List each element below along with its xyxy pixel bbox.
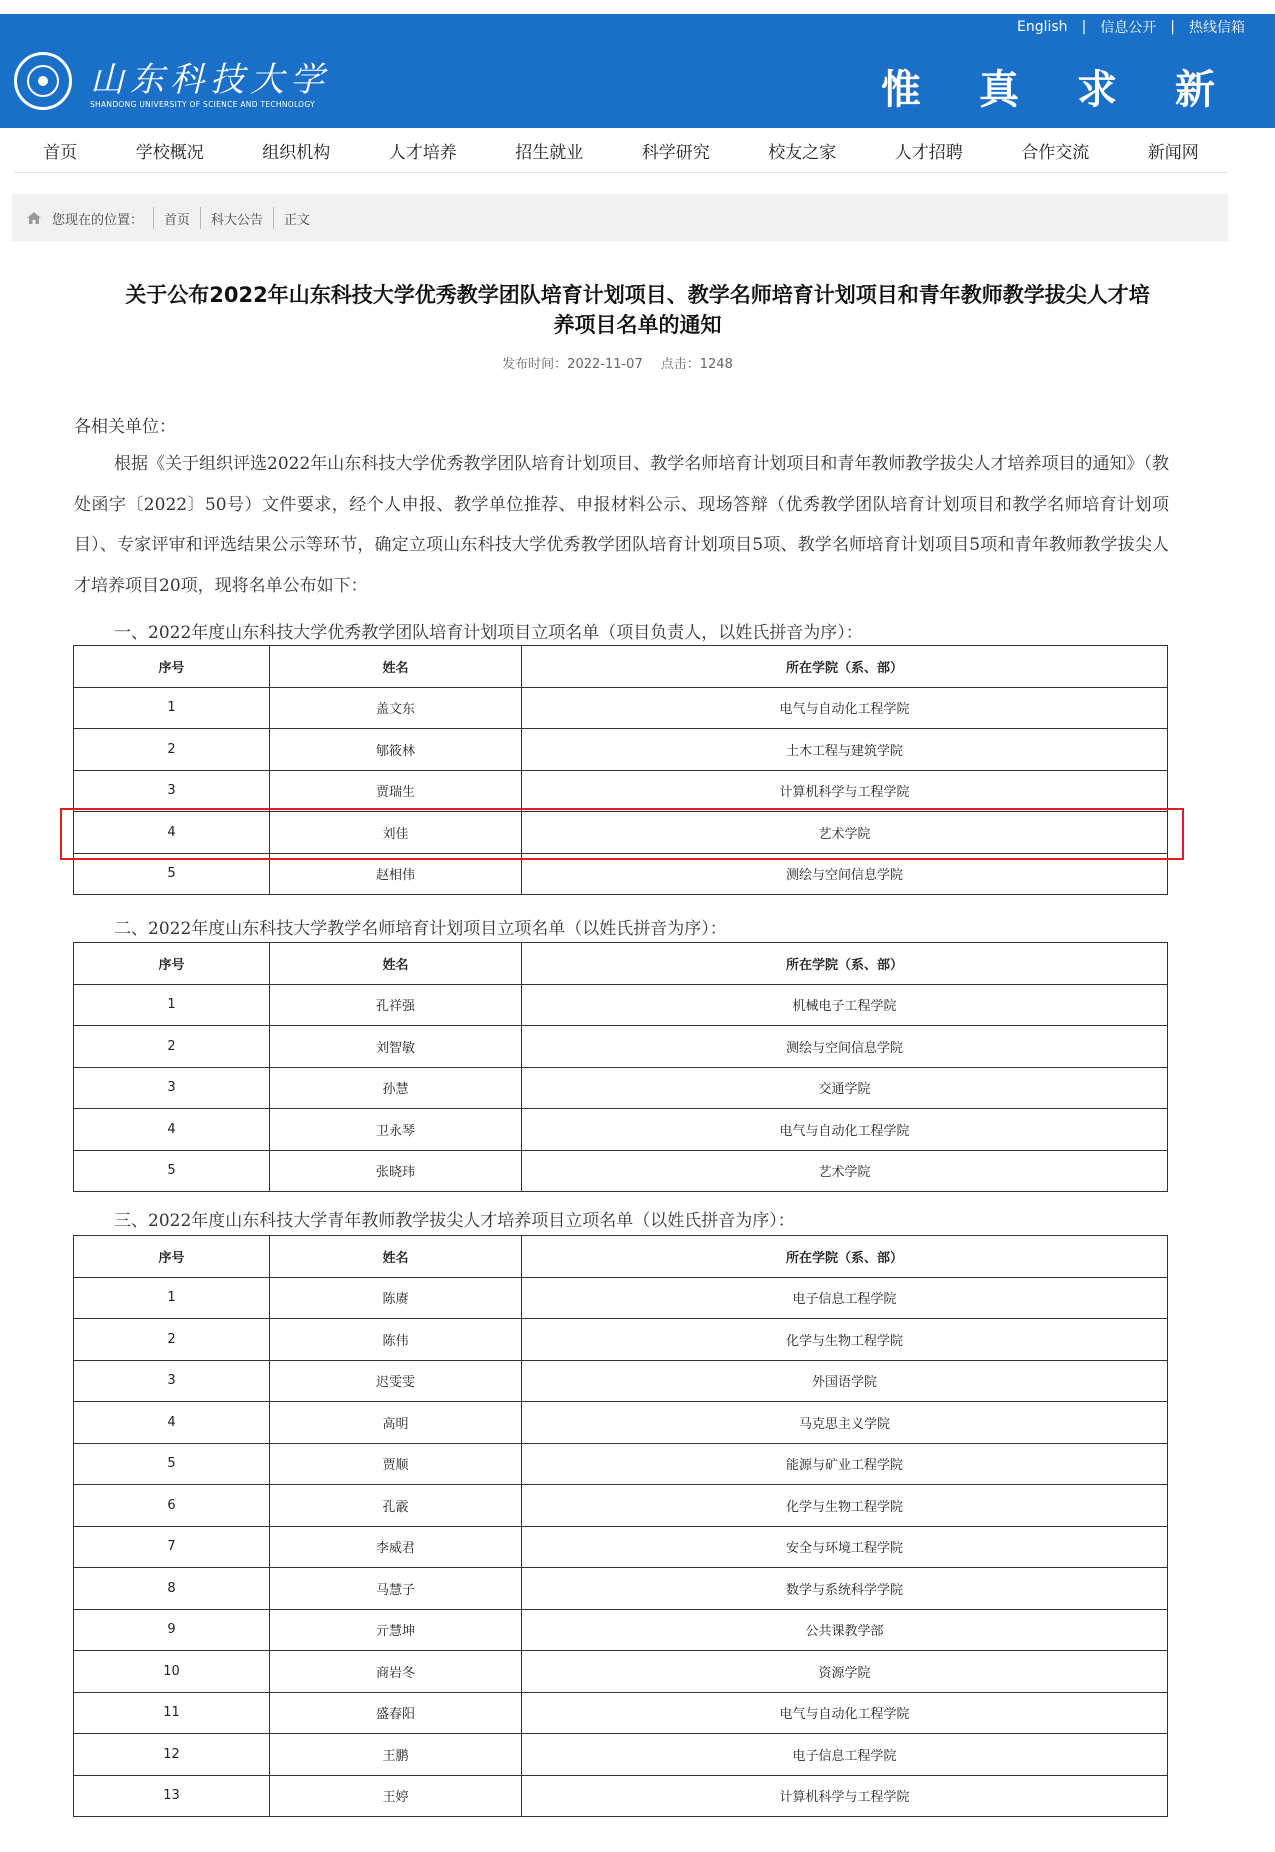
english-link[interactable]: English <box>1017 19 1068 35</box>
college-name: 电气与自动化工程学院 <box>522 1692 1168 1734</box>
college-name: 计算机科学与工程学院 <box>522 770 1168 812</box>
breadcrumb-notices-link[interactable]: 科大公告 <box>211 212 264 228</box>
person-name: 孙慧 <box>270 1067 522 1109</box>
header-no: 序号 <box>74 646 270 688</box>
person-name: 商岩冬 <box>270 1651 522 1693</box>
divider: | <box>1081 19 1087 35</box>
clicks-label: 点击： <box>660 357 700 372</box>
article-meta <box>0 353 1235 372</box>
college-name: 电子信息工程学院 <box>522 1277 1168 1319</box>
table-row <box>74 770 1168 812</box>
college-name: 资源学院 <box>522 1651 1168 1693</box>
college-name: 化学与生物工程学院 <box>522 1485 1168 1527</box>
table-row <box>74 1568 1168 1610</box>
table-row <box>74 1026 1168 1068</box>
table-row <box>74 1734 1168 1776</box>
college-name: 能源与矿业工程学院 <box>522 1443 1168 1485</box>
info-disclosure-link[interactable]: 信息公开 <box>1100 20 1157 36</box>
row-number: 5 <box>74 853 270 895</box>
row-number: 5 <box>74 1150 270 1192</box>
nav-item-alumni[interactable]: 校友之家 <box>768 142 837 163</box>
person-name: 刘佳 <box>270 812 522 854</box>
row-number: 1 <box>74 1277 270 1319</box>
person-name: 迟雯雯 <box>270 1360 522 1402</box>
header-college: 所在学院（系、部） <box>522 1236 1168 1278</box>
row-number: 4 <box>74 1109 270 1151</box>
college-name: 计算机科学与工程学院 <box>522 1775 1168 1817</box>
divider <box>153 207 154 229</box>
person-name: 李威君 <box>270 1526 522 1568</box>
nav-item-research[interactable]: 科学研究 <box>641 142 710 163</box>
college-name: 安全与环境工程学院 <box>522 1526 1168 1568</box>
salutation: 各相关单位： <box>74 417 176 437</box>
table-row <box>74 1692 1168 1734</box>
college-name: 数学与系统科学学院 <box>522 1568 1168 1610</box>
nav-item-cooperation[interactable]: 合作交流 <box>1021 142 1090 163</box>
nav-item-news[interactable]: 新闻网 <box>1147 142 1199 163</box>
row-number: 11 <box>74 1692 270 1734</box>
nav-item-recruitment[interactable]: 人才招聘 <box>894 142 963 163</box>
row-number: 1 <box>74 687 270 729</box>
header-college: 所在学院（系、部） <box>522 943 1168 985</box>
row-number: 7 <box>74 1526 270 1568</box>
table-header-row <box>74 646 1168 688</box>
publish-date: 2022-11-07 <box>567 357 643 372</box>
person-name: 盖文东 <box>270 687 522 729</box>
person-name: 赵相伟 <box>270 853 522 895</box>
row-number: 9 <box>74 1609 270 1651</box>
college-name: 公共课教学部 <box>522 1609 1168 1651</box>
college-name: 艺术学院 <box>522 1150 1168 1192</box>
table-row <box>74 1067 1168 1109</box>
site-header <box>0 40 1275 128</box>
intro-paragraph: 根据《关于组织评选2022年山东科技大学优秀教学团队培育计划项目、教学名师培育计划项目和青年教师教学拔尖人才培养项目的通知》（教处函字〔2022〕50号）文件要求，经个人申报、教学单位推荐、申报材料公示、现场答辩（优秀教学团队培育计划项目和教学名师培育计划项目）、专家评审和评选结果公示等环节，确定立项山东科技大学优秀教学团队培育计划项目5项、教学名师培育计划项目5项和青年教师教学拔尖人才培养项目20项，现将名单公布如下： <box>74 454 1169 596</box>
university-logo-icon[interactable] <box>14 52 72 110</box>
table-row <box>74 729 1168 771</box>
table-row <box>74 1277 1168 1319</box>
header-no: 序号 <box>74 1236 270 1278</box>
person-name: 张晓玮 <box>270 1150 522 1192</box>
person-name: 卫永琴 <box>270 1109 522 1151</box>
motto-char: 真 <box>979 66 1019 113</box>
table-row <box>74 1150 1168 1192</box>
row-number: 6 <box>74 1485 270 1527</box>
nav-item-education[interactable]: 人才培养 <box>388 142 457 163</box>
section-heading: 二、2022年度山东科技大学教学名师培育计划项目立项名单（以姓氏拼音为序）： <box>114 919 727 939</box>
person-name: 贾顺 <box>270 1443 522 1485</box>
row-number: 3 <box>74 1360 270 1402</box>
college-name: 机械电子工程学院 <box>522 984 1168 1026</box>
college-name: 艺术学院 <box>522 812 1168 854</box>
row-number: 2 <box>74 1026 270 1068</box>
header-college: 所在学院（系、部） <box>522 646 1168 688</box>
row-number: 5 <box>74 1443 270 1485</box>
person-name: 马慧子 <box>270 1568 522 1610</box>
young-teacher-table <box>73 1235 1168 1817</box>
breadcrumb-current: 正文 <box>284 212 311 228</box>
section-heading: 三、2022年度山东科技大学青年教师教学拔尖人才培养项目立项名单（以姓氏拼音为序）： <box>114 1211 795 1231</box>
college-name: 电子信息工程学院 <box>522 1734 1168 1776</box>
row-number: 13 <box>74 1775 270 1817</box>
college-name: 测绘与空间信息学院 <box>522 1026 1168 1068</box>
person-name: 郇筱林 <box>270 729 522 771</box>
college-name: 土木工程与建筑学院 <box>522 729 1168 771</box>
article-title <box>70 280 1205 340</box>
highlight-box <box>60 808 1184 860</box>
publish-label: 发布时间： <box>502 357 568 372</box>
school-motto <box>881 58 1215 115</box>
table-row <box>74 687 1168 729</box>
header-name: 姓名 <box>270 1236 522 1278</box>
table-row <box>74 1609 1168 1651</box>
table-header-row <box>74 1236 1168 1278</box>
header-no: 序号 <box>74 943 270 985</box>
row-number: 1 <box>74 984 270 1026</box>
row-number: 10 <box>74 1651 270 1693</box>
nav-item-home[interactable]: 首页 <box>43 142 78 163</box>
table-row <box>74 1526 1168 1568</box>
person-name: 亓慧坤 <box>270 1609 522 1651</box>
college-name: 测绘与空间信息学院 <box>522 853 1168 895</box>
person-name: 孔霰 <box>270 1485 522 1527</box>
breadcrumb-home-link[interactable]: 首页 <box>164 212 191 228</box>
table-row <box>74 984 1168 1026</box>
table-row <box>74 1443 1168 1485</box>
person-name: 王鹏 <box>270 1734 522 1776</box>
section-heading: 一、2022年度山东科技大学优秀教学团队培育计划项目立项名单（项目负责人，以姓氏拼音为序）： <box>114 623 863 643</box>
home-icon <box>26 211 42 225</box>
person-name: 贾瑞生 <box>270 770 522 812</box>
person-name: 盛春阳 <box>270 1692 522 1734</box>
college-name: 电气与自动化工程学院 <box>522 687 1168 729</box>
table-row <box>74 1402 1168 1444</box>
table-row <box>74 1775 1168 1817</box>
row-number: 3 <box>74 770 270 812</box>
divider <box>200 207 201 229</box>
site-subtitle: SHANDONG UNIVERSITY OF SCIENCE AND TECHNOLOGY <box>90 100 316 109</box>
header-name: 姓名 <box>270 943 522 985</box>
divider <box>273 207 274 229</box>
row-number: 12 <box>74 1734 270 1776</box>
motto-char: 求 <box>1077 66 1117 113</box>
row-number: 3 <box>74 1067 270 1109</box>
article-title-line: 养项目名单的通知 <box>553 313 722 337</box>
table-row <box>74 1360 1168 1402</box>
person-name: 陈伟 <box>270 1319 522 1361</box>
breadcrumb-label: 您现在的位置： <box>52 212 144 228</box>
motto-char: 新 <box>1175 66 1215 113</box>
row-number: 2 <box>74 1319 270 1361</box>
teaching-master-table <box>73 942 1168 1192</box>
table-row <box>74 1651 1168 1693</box>
header-name: 姓名 <box>270 646 522 688</box>
nav-item-organization[interactable]: 组织机构 <box>262 142 331 163</box>
table-row <box>74 1319 1168 1361</box>
table-header-row <box>74 943 1168 985</box>
person-name: 王婷 <box>270 1775 522 1817</box>
college-name: 化学与生物工程学院 <box>522 1319 1168 1361</box>
article-title-line: 关于公布2022年山东科技大学优秀教学团队培育计划项目、教学名师培育计划项目和青年教师教学拔尖人才培 <box>125 283 1150 307</box>
row-number: 4 <box>74 1402 270 1444</box>
table-row <box>74 1485 1168 1527</box>
breadcrumb <box>12 194 1228 242</box>
top-utility-bar <box>0 14 1275 40</box>
click-count: 1248 <box>699 357 733 372</box>
person-name: 刘智敏 <box>270 1026 522 1068</box>
site-name[interactable]: 山东科技大学 <box>90 60 330 100</box>
row-number: 2 <box>74 729 270 771</box>
table-row <box>74 1109 1168 1151</box>
nav-item-overview[interactable]: 学校概况 <box>135 142 204 163</box>
logo-dot <box>38 76 48 86</box>
person-name: 孔祥强 <box>270 984 522 1026</box>
college-name: 交通学院 <box>522 1067 1168 1109</box>
person-name: 高明 <box>270 1402 522 1444</box>
college-name: 电气与自动化工程学院 <box>522 1109 1168 1151</box>
college-name: 外国语学院 <box>522 1360 1168 1402</box>
top-links <box>1017 14 1245 40</box>
college-name: 马克思主义学院 <box>522 1402 1168 1444</box>
divider: | <box>1170 19 1175 35</box>
nav-item-admissions[interactable]: 招生就业 <box>515 142 584 163</box>
motto-char: 惟 <box>881 66 921 113</box>
row-number: 4 <box>74 812 270 854</box>
main-nav <box>14 128 1228 173</box>
person-name: 陈赓 <box>270 1277 522 1319</box>
row-number: 8 <box>74 1568 270 1610</box>
hotline-mailbox-link[interactable]: 热线信箱 <box>1189 20 1245 36</box>
